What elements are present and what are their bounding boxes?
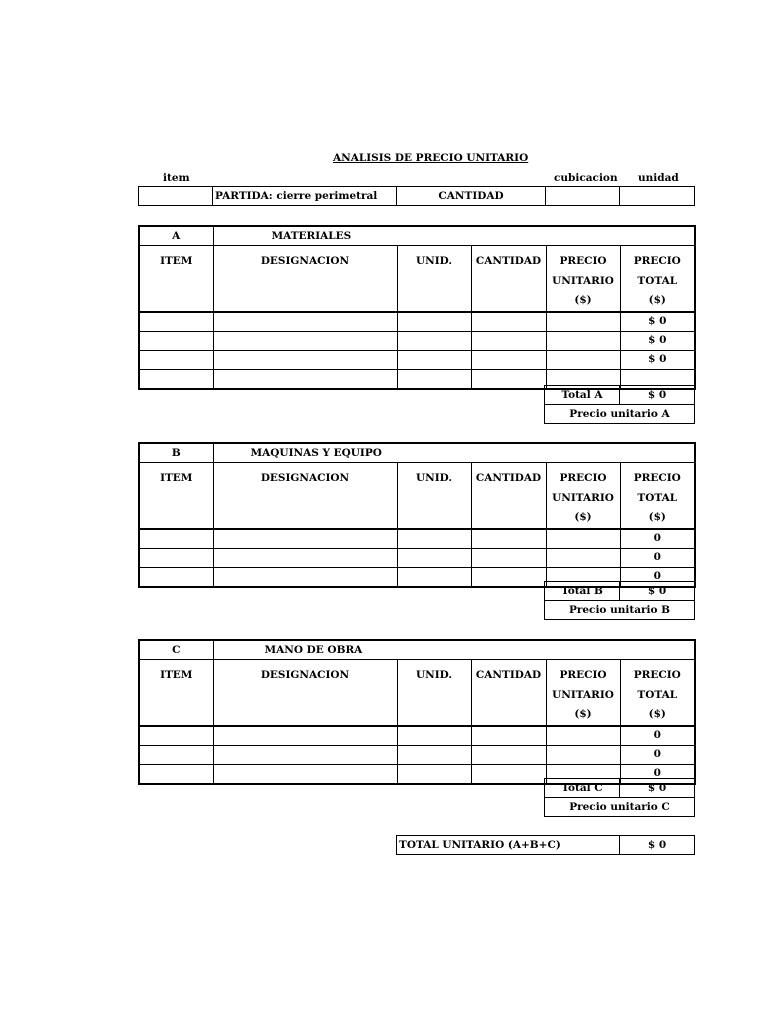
- col-unid-header: UNID.: [397, 463, 471, 529]
- row-total: 0: [620, 726, 695, 746]
- table-row: [139, 548, 695, 567]
- section-name: MANO DE OBRA: [213, 640, 695, 660]
- col-designacion-header: DESIGNACION: [213, 660, 397, 726]
- col-cantidad-header: CANTIDAD: [471, 660, 546, 726]
- section-letter: A: [139, 226, 213, 246]
- col-precio-total-header: PRECIO TOTAL ($): [620, 463, 695, 529]
- col-item-header: ITEM: [139, 463, 213, 529]
- section-a-table: [138, 225, 696, 390]
- col-precio-unitario-header: PRECIO UNITARIO ($): [546, 660, 620, 726]
- col-precio-unitario-header: PRECIO UNITARIO ($): [546, 463, 620, 529]
- grand-total-table: [396, 835, 695, 855]
- col-item-header: ITEM: [139, 660, 213, 726]
- partida-cubicacion-cell: [546, 187, 620, 206]
- total-label: Total C: [545, 779, 620, 798]
- page-title: ANALISIS DE PRECIO UNITARIO: [333, 152, 529, 164]
- section-c-table: [138, 639, 696, 785]
- total-label: Total A: [545, 386, 620, 405]
- section-letter: C: [139, 640, 213, 660]
- unit-price-label: Precio unitario A: [545, 405, 695, 424]
- col-cantidad-header: CANTIDAD: [471, 246, 546, 312]
- total-label: Total B: [545, 582, 620, 601]
- table-row: [139, 350, 695, 369]
- table-row: [139, 745, 695, 764]
- unit-price-label: Precio unitario C: [545, 798, 695, 817]
- col-designacion-header: DESIGNACION: [213, 246, 397, 312]
- table-row: [139, 726, 695, 746]
- row-total: 0: [620, 548, 695, 567]
- grand-total-label: TOTAL UNITARIO (A+B+C): [397, 836, 620, 855]
- row-total: $ 0: [620, 312, 695, 332]
- col-cantidad-header: CANTIDAD: [471, 463, 546, 529]
- section-name: MAQUINAS Y EQUIPO: [213, 443, 695, 463]
- section-b-table: [138, 442, 696, 588]
- total-value: $ 0: [620, 386, 695, 405]
- col-unid-header: UNID.: [397, 660, 471, 726]
- partida-cantidad-label: CANTIDAD: [397, 187, 546, 206]
- col-precio-total-header: PRECIO TOTAL ($): [620, 660, 695, 726]
- row-total: $ 0: [620, 331, 695, 350]
- table-row: [139, 331, 695, 350]
- section-b-totals: [544, 581, 695, 620]
- col-precio-total-header: PRECIO TOTAL ($): [620, 246, 695, 312]
- col-item-header: ITEM: [139, 246, 213, 312]
- section-letter: B: [139, 443, 213, 463]
- partida-unidad-cell: [620, 187, 695, 206]
- row-total: 0: [620, 745, 695, 764]
- partida-table: [138, 186, 695, 206]
- col-designacion-header: DESIGNACION: [213, 463, 397, 529]
- grand-total-value: $ 0: [620, 836, 695, 855]
- col-precio-unitario-header: PRECIO UNITARIO ($): [546, 246, 620, 312]
- section-c-totals: [544, 778, 695, 817]
- table-row: [139, 312, 695, 332]
- row-total: 0: [620, 529, 695, 549]
- header-item-label: item: [163, 172, 190, 184]
- partida-label: PARTIDA: cierre perimetral: [213, 187, 397, 206]
- header-unidad-label: unidad: [638, 172, 679, 184]
- table-row: [139, 529, 695, 549]
- total-value: $ 0: [620, 582, 695, 601]
- total-value: $ 0: [620, 779, 695, 798]
- col-unid-header: UNID.: [397, 246, 471, 312]
- section-a-totals: [544, 385, 695, 424]
- row-total: 0: [620, 567, 695, 587]
- row-total: 0: [620, 764, 695, 784]
- header-cubicacion-label: cubicacion: [554, 172, 618, 184]
- section-name: MATERIALES: [213, 226, 695, 246]
- unit-price-label: Precio unitario B: [545, 601, 695, 620]
- row-total: $ 0: [620, 350, 695, 369]
- partida-item-cell: [139, 187, 213, 206]
